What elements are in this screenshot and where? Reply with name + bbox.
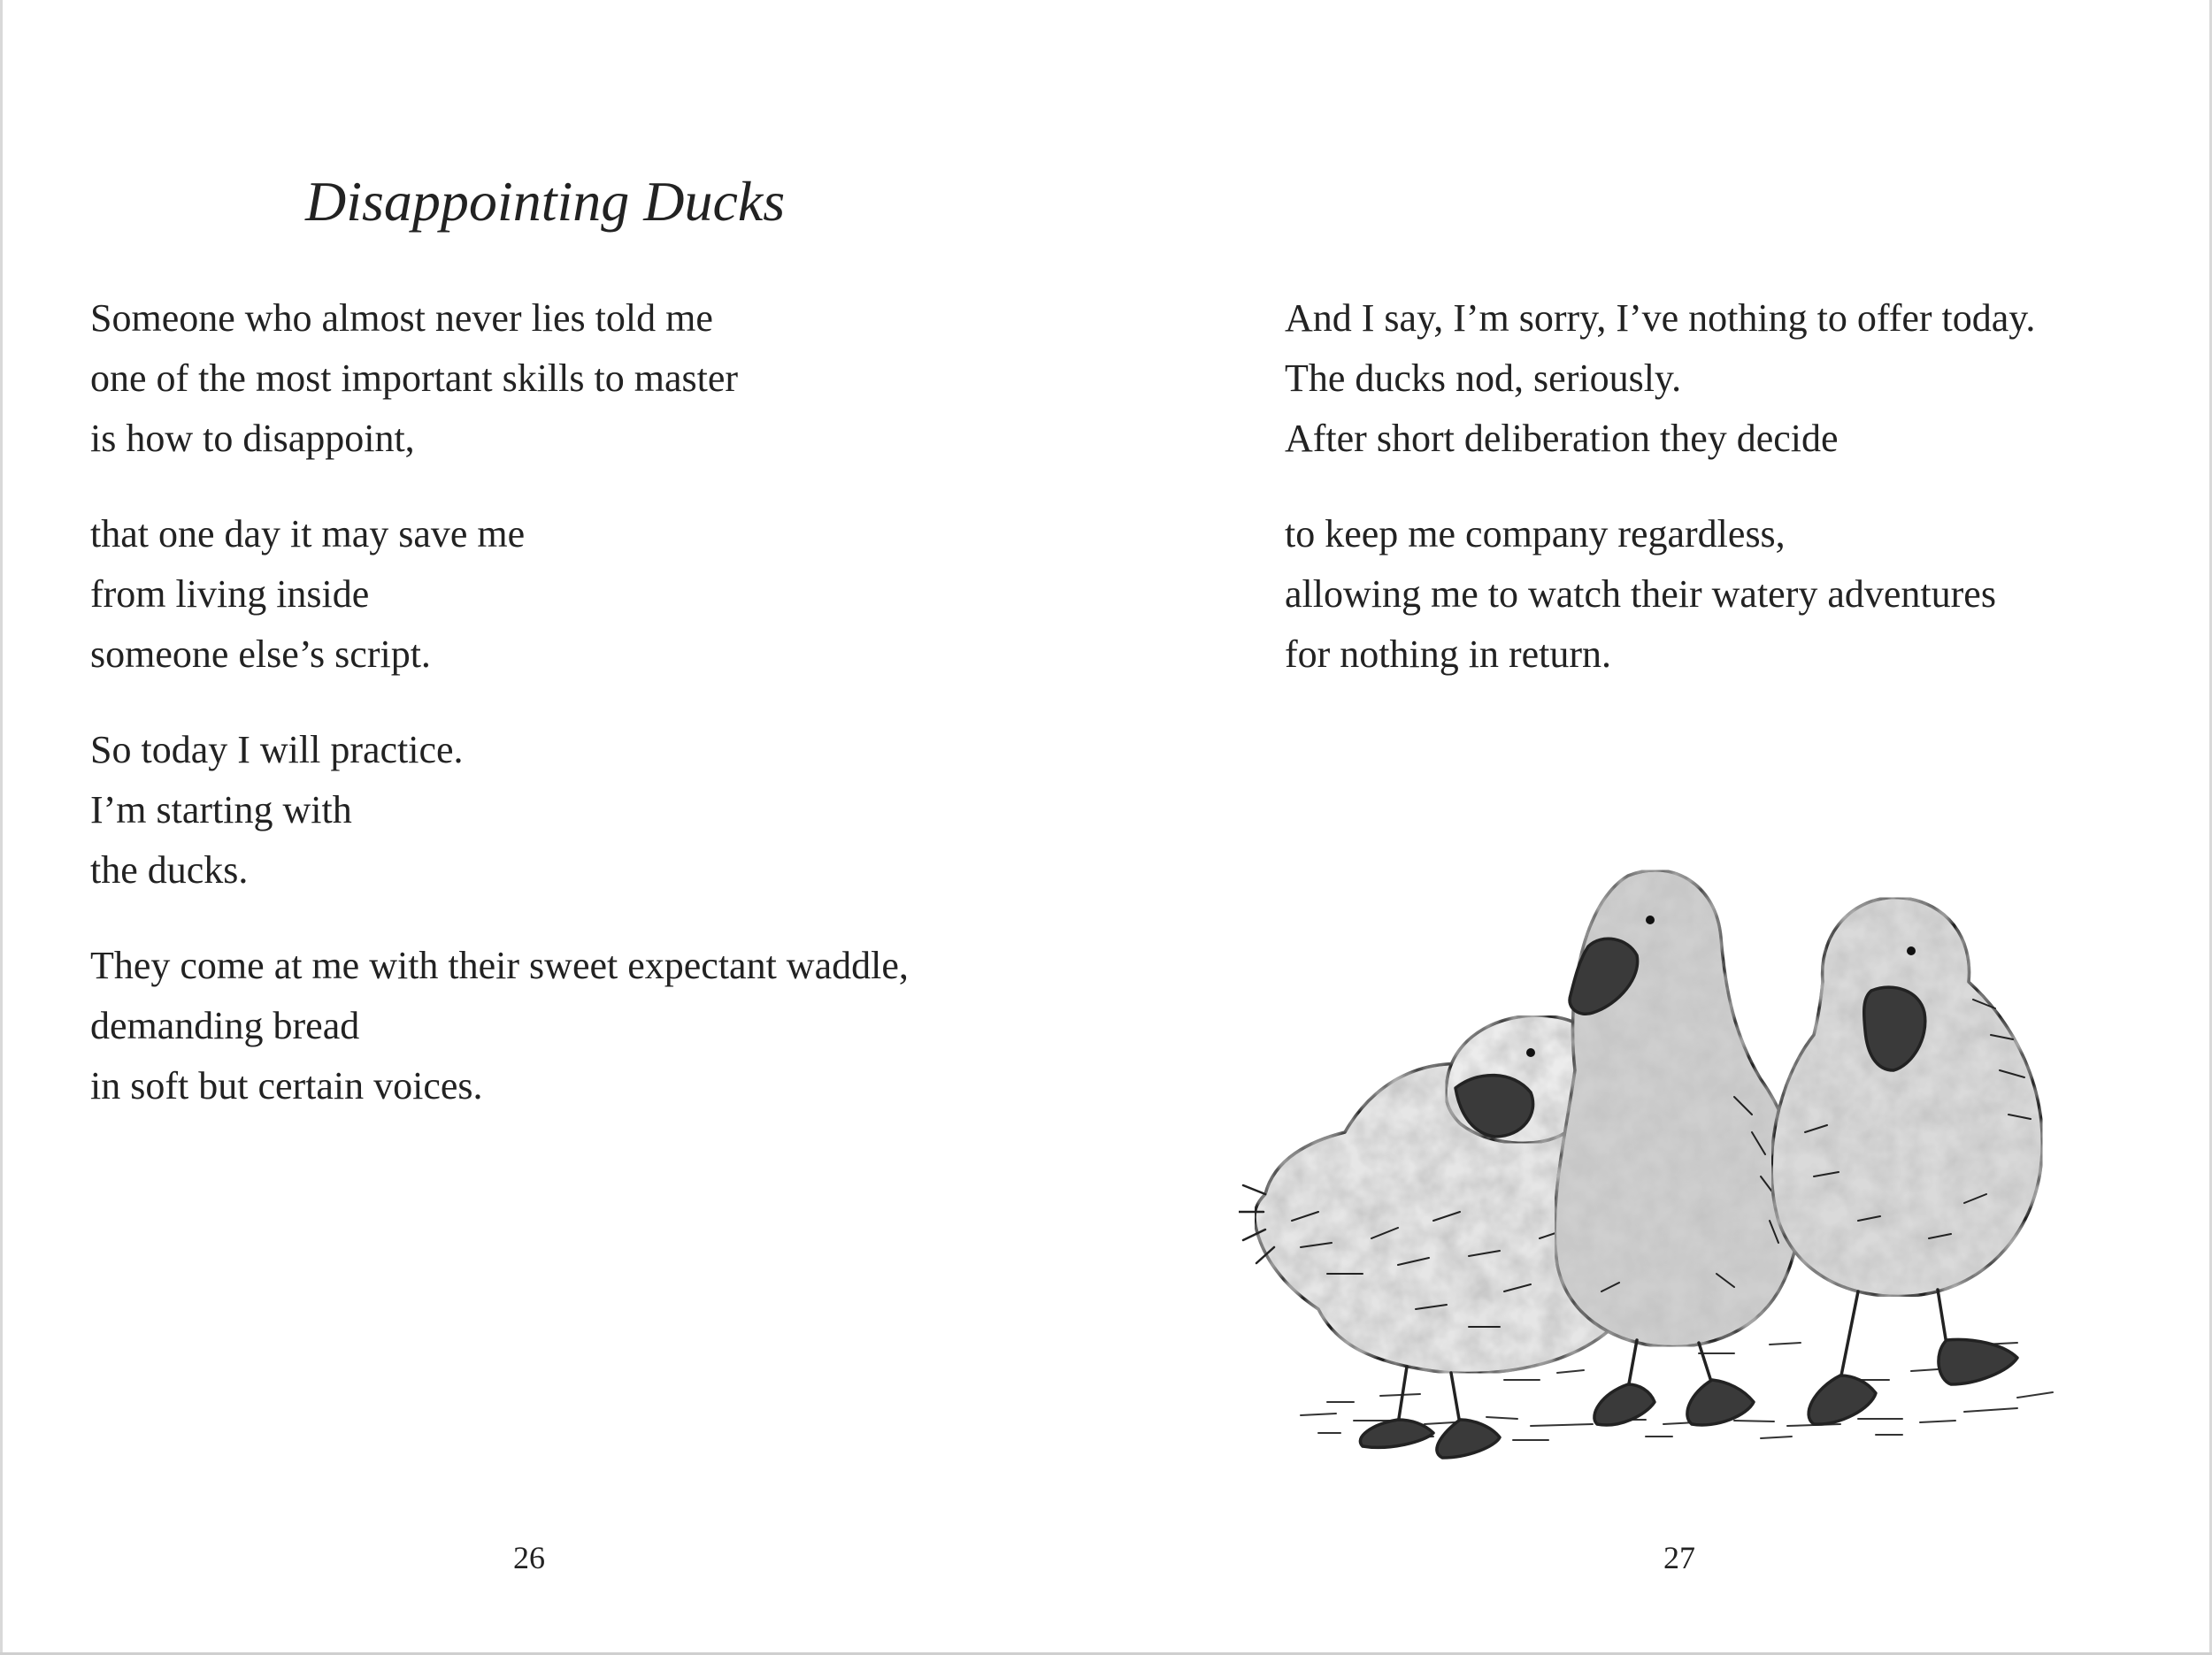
poem-line: I’m starting with [90,788,352,831]
poem-line: the ducks. [90,848,249,892]
poem-line: demanding bread [90,1004,360,1047]
stanza [90,288,1081,469]
right-page-poem [1285,288,2187,720]
stanza [90,504,1081,685]
stanza [90,936,1081,1116]
poem-line: And I say, I’m sorry, I’ve nothing to offer today. [1285,296,2036,340]
poem-line: one of the most important skills to master [90,356,739,400]
poem-line: So today I will practice. [90,728,464,771]
poem-line: After short deliberation they decide [1285,417,1839,460]
stanza [1285,504,2187,685]
poem-line: They come at me with their sweet expectant waddle, [90,944,909,987]
poem-title: Disappointing Ducks [305,170,786,233]
poem-line: from living inside [90,572,370,616]
page-number-right: 27 [1663,1540,1695,1575]
duck-right [1771,898,2042,1425]
three-ducks-icon [1239,849,2088,1468]
poem-line: is how to disappoint, [90,417,415,460]
stanza [1285,288,2187,469]
poem-line: for nothing in return. [1285,632,1612,676]
poem-line: that one day it may save me [90,512,526,555]
page-number-left: 26 [513,1540,545,1575]
stanza [90,720,1081,900]
poem-line: someone else’s script. [90,632,431,676]
poem-line: Someone who almost never lies told me [90,296,713,340]
poem-line: The ducks nod, seriously. [1285,356,1682,400]
poem-line: in soft but certain voices. [90,1064,483,1107]
poem-line: allowing me to watch their watery adventures [1285,572,1996,616]
left-page-poem [90,288,1081,1152]
poem-line: to keep me company regardless, [1285,512,1786,555]
